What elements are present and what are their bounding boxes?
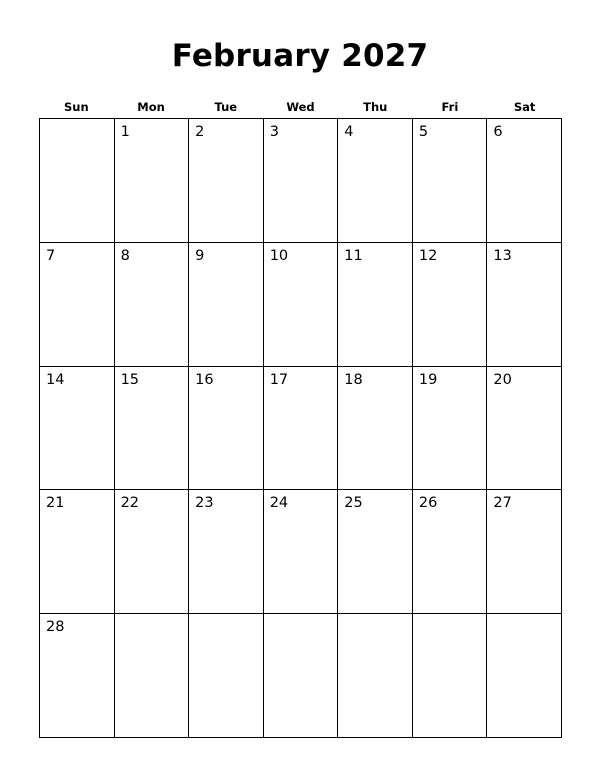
day-cell[interactable] bbox=[115, 243, 190, 367]
day-number: 15 bbox=[120, 371, 140, 388]
day-number: 3 bbox=[269, 124, 279, 140]
weekday-tue: Tue bbox=[214, 100, 238, 114]
day-number: 23 bbox=[195, 495, 214, 512]
day-cell[interactable] bbox=[189, 367, 264, 491]
day-number: 16 bbox=[195, 371, 214, 388]
day-cell[interactable] bbox=[40, 367, 115, 491]
day-number: 7 bbox=[46, 247, 56, 264]
day-cell[interactable] bbox=[338, 490, 413, 614]
day-number: 25 bbox=[344, 495, 363, 512]
day-cell[interactable] bbox=[115, 614, 190, 738]
weekday-fri: Fri bbox=[441, 100, 459, 114]
day-cell[interactable] bbox=[40, 243, 115, 367]
day-cell[interactable] bbox=[413, 243, 488, 367]
weekday-header bbox=[39, 98, 562, 116]
day-cell[interactable] bbox=[413, 490, 488, 614]
day-number: 6 bbox=[493, 124, 503, 140]
calendar-title: February 2027 bbox=[171, 38, 429, 74]
day-number: 27 bbox=[493, 495, 512, 512]
day-number: 9 bbox=[195, 247, 205, 264]
day-cell[interactable] bbox=[189, 243, 264, 367]
day-number: 22 bbox=[120, 495, 140, 512]
day-number: 19 bbox=[418, 371, 438, 388]
day-cell[interactable] bbox=[264, 243, 339, 367]
day-cell[interactable] bbox=[40, 614, 115, 738]
day-cell[interactable] bbox=[487, 367, 562, 491]
day-cell[interactable] bbox=[264, 119, 339, 243]
day-cell[interactable] bbox=[189, 490, 264, 614]
day-cell[interactable] bbox=[487, 490, 562, 614]
day-cell[interactable] bbox=[189, 614, 264, 738]
day-cell[interactable] bbox=[487, 614, 562, 738]
day-number: 28 bbox=[46, 619, 65, 636]
day-cell[interactable] bbox=[115, 490, 190, 614]
day-cell[interactable] bbox=[338, 614, 413, 738]
day-number: 4 bbox=[344, 124, 354, 140]
day-number: 10 bbox=[269, 247, 289, 264]
day-number: 2 bbox=[195, 124, 205, 140]
day-number: 18 bbox=[344, 371, 363, 388]
day-cell[interactable] bbox=[115, 119, 190, 243]
day-cell[interactable] bbox=[264, 490, 339, 614]
weekday-sat: Sat bbox=[513, 100, 536, 114]
weekday-thu: Thu bbox=[363, 100, 388, 114]
day-number: 17 bbox=[269, 371, 289, 388]
day-cell[interactable] bbox=[264, 367, 339, 491]
day-cell[interactable] bbox=[338, 243, 413, 367]
day-number: 21 bbox=[46, 495, 65, 512]
day-cell[interactable] bbox=[487, 243, 562, 367]
day-cell[interactable] bbox=[189, 119, 264, 243]
day-number: 11 bbox=[344, 247, 363, 264]
day-number: 1 bbox=[120, 124, 130, 140]
day-number: 5 bbox=[418, 124, 429, 140]
day-number: 13 bbox=[493, 247, 512, 264]
weekday-mon: Mon bbox=[137, 100, 165, 114]
day-number: 12 bbox=[418, 247, 438, 264]
day-cell[interactable] bbox=[413, 119, 488, 243]
day-number: 24 bbox=[269, 495, 289, 512]
day-number: 8 bbox=[120, 247, 130, 264]
day-cell[interactable] bbox=[115, 367, 190, 491]
day-cell[interactable] bbox=[40, 119, 115, 243]
weekday-wed: Wed bbox=[286, 100, 315, 114]
day-cell[interactable] bbox=[338, 367, 413, 491]
day-cell[interactable] bbox=[40, 490, 115, 614]
day-cell[interactable] bbox=[413, 367, 488, 491]
day-cell[interactable] bbox=[487, 119, 562, 243]
day-cell[interactable] bbox=[413, 614, 488, 738]
day-cell[interactable] bbox=[338, 119, 413, 243]
weekday-sun: Sun bbox=[64, 100, 89, 114]
day-number: 26 bbox=[418, 495, 438, 512]
day-number: 14 bbox=[46, 371, 65, 388]
calendar-grid bbox=[39, 118, 562, 738]
day-cell[interactable] bbox=[264, 614, 339, 738]
day-number: 20 bbox=[493, 371, 512, 388]
